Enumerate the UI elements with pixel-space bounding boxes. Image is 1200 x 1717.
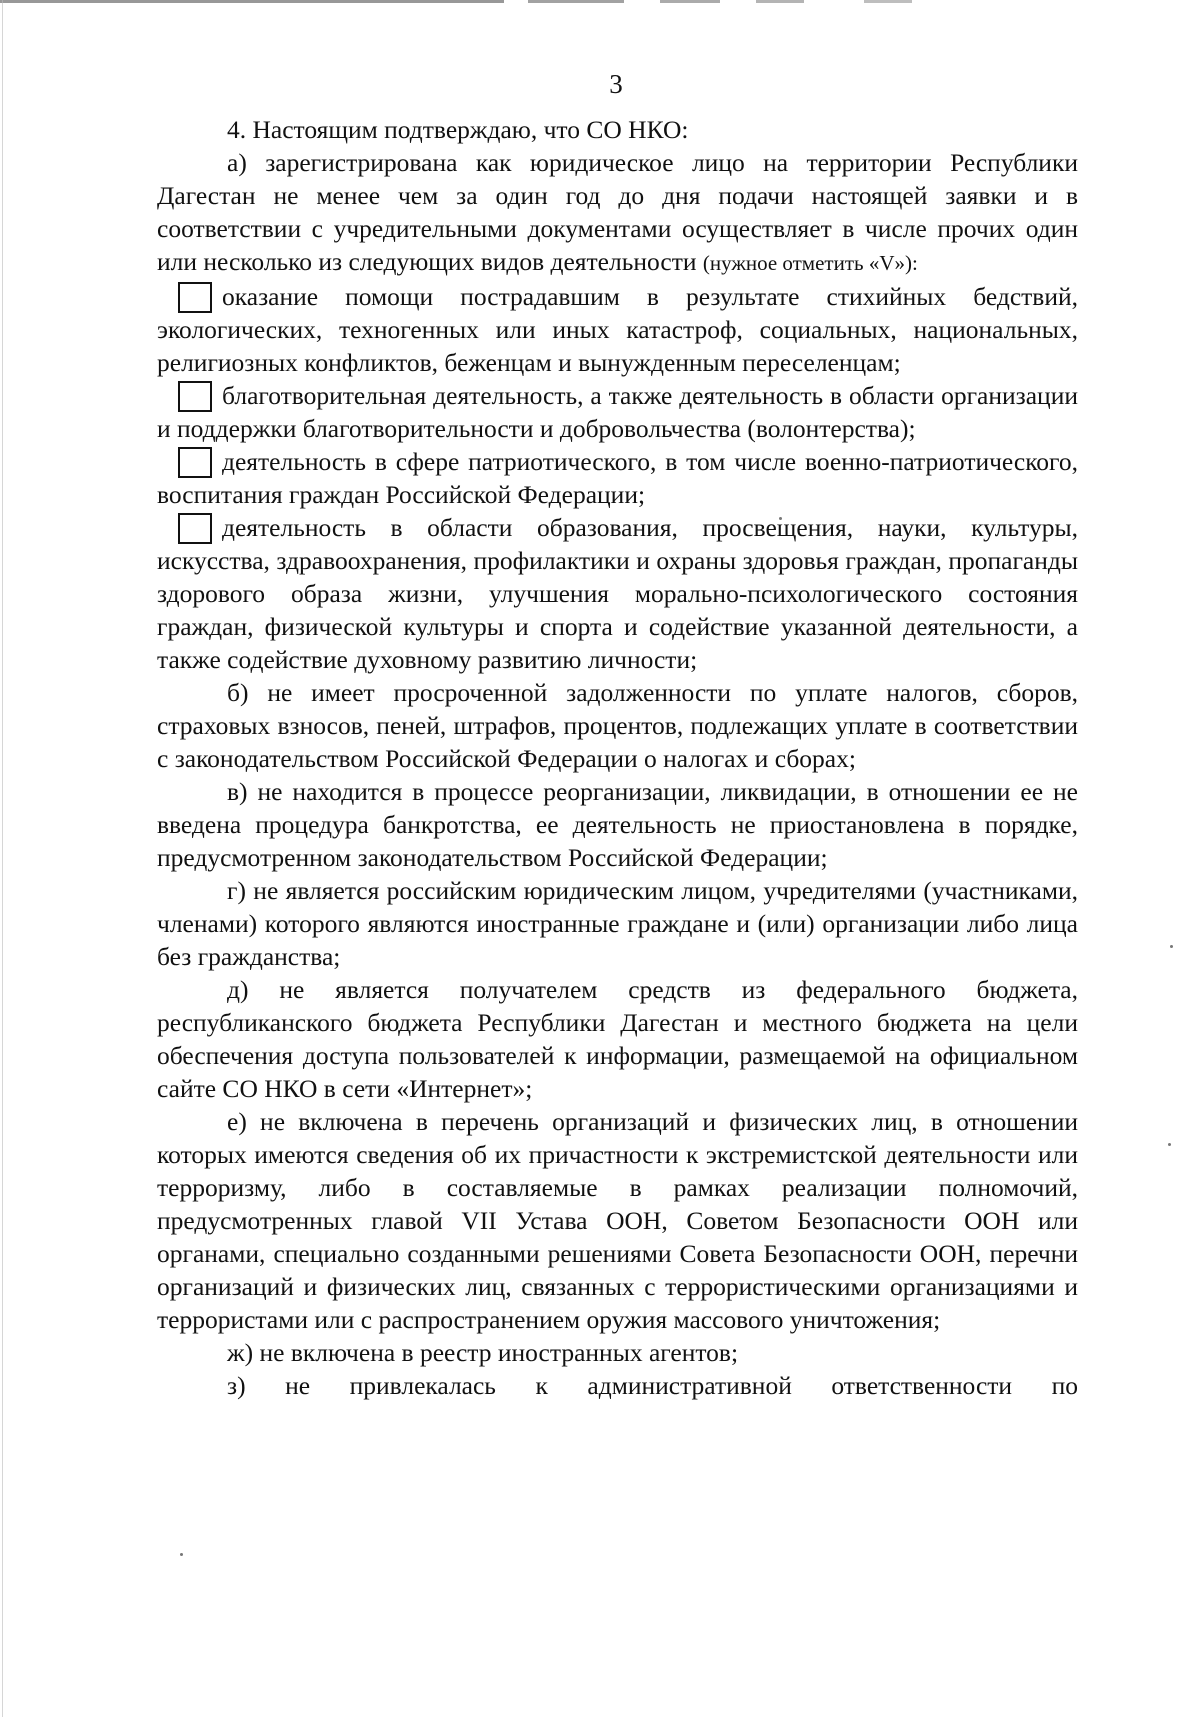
item-z: з) не привлекалась к административной ответственности по <box>227 1371 1078 1400</box>
item-a-text: а) зарегистрирована как юридическое лицо на территории Республики Дагестан не менее чем за один год до дня подачи настоящей заявки и в соответствии с учредительными документами осуществляет в числе прочих один или несколько из следующих видов деятельности <box>157 148 1078 276</box>
item-g: г) не является российским юридическим лицом, учредителями (участниками, членами) которого являются иностранные граждане и (или) организации либо лица без гражданства; <box>157 876 1078 971</box>
scan-speck <box>180 1553 183 1556</box>
option-checkbox-4[interactable] <box>178 513 212 544</box>
option-row <box>157 379 1078 445</box>
scan-speck <box>1168 1143 1171 1146</box>
item-a-note: (нужное отметить «V»): <box>702 251 918 275</box>
item-zh: ж) не включена в реестр иностранных агентов; <box>227 1338 739 1367</box>
scan-artifact-top <box>0 0 1200 3</box>
option-text-3: деятельность в сфере патриотического, в том числе военно-патриотического, воспитания граждан Российской Федерации; <box>157 447 1078 509</box>
option-text-4: деятельность в области образования, просвещения, науки, культуры, искусства, здравоохранения, профилактики и охраны здоровья граждан, пропаганды здорового образа жизни, улучшения морально-психологического состояния граждан, физической культуры и спорта и содействие указанной деятельности, а также содействие духовному развитию личности; <box>157 513 1078 674</box>
option-text-1: оказание помощи пострадавшим в результате стихийных бедствий, экологических, техногенных или иных катастроф, социальных, национальных, религиозных конфликтов, беженцам и вынужденным переселенцам; <box>157 282 1078 377</box>
item-a <box>157 146 1078 280</box>
item-d: д) не является получателем средств из федерального бюджета, республиканского бюджета Республики Дагестан и местного бюджета на цели обеспечения доступа пользователей к информации, размещаемой на официальном сайте СО НКО в сети «Интернет»; <box>157 975 1078 1103</box>
item-b: б) не имеет просроченной задолженности по уплате налогов, сборов, страховых взносов, пеней, штрафов, процентов, подлежащих уплате в соответствии с законодательством Российской Федерации о налогах и сборах; <box>157 678 1078 773</box>
option-text-2: благотворительная деятельность, а также деятельность в области организации и поддержки благотворительности и добровольчества (волонтерства); <box>157 381 1078 443</box>
option-checkbox-1[interactable] <box>178 282 212 313</box>
section-intro: 4. Настоящим подтверждаю, что СО НКО: <box>227 115 689 144</box>
scan-artifact-left <box>2 0 3 1717</box>
option-row <box>157 280 1078 379</box>
item-e: е) не включена в перечень организаций и физических лиц, в отношении которых имеются сведения об их причастности к экстремистской деятельности или терроризму, либо в составляемые в рамках реализации полномочий, предусмотренных главой VII Устава ООН, Советом Безопасности ООН или органами, специально созданными решениями Совета Безопасности ООН, перечни организаций и физических лиц, связанных с террористическими организациями и террористами или с распространением оружия массового уничтожения; <box>157 1107 1078 1334</box>
option-checkbox-3[interactable] <box>178 447 212 478</box>
scan-speck <box>1170 945 1173 948</box>
page-number: 3 <box>609 69 623 99</box>
item-v: в) не находится в процессе реорганизации, ликвидации, в отношении ее не введена процедура банкротства, ее деятельность не приостановлена в порядке, предусмотренном законодательством Российской Федерации; <box>157 777 1078 872</box>
option-row <box>157 445 1078 511</box>
option-row <box>157 511 1078 676</box>
document-body <box>157 113 1078 1402</box>
option-checkbox-2[interactable] <box>178 381 212 412</box>
